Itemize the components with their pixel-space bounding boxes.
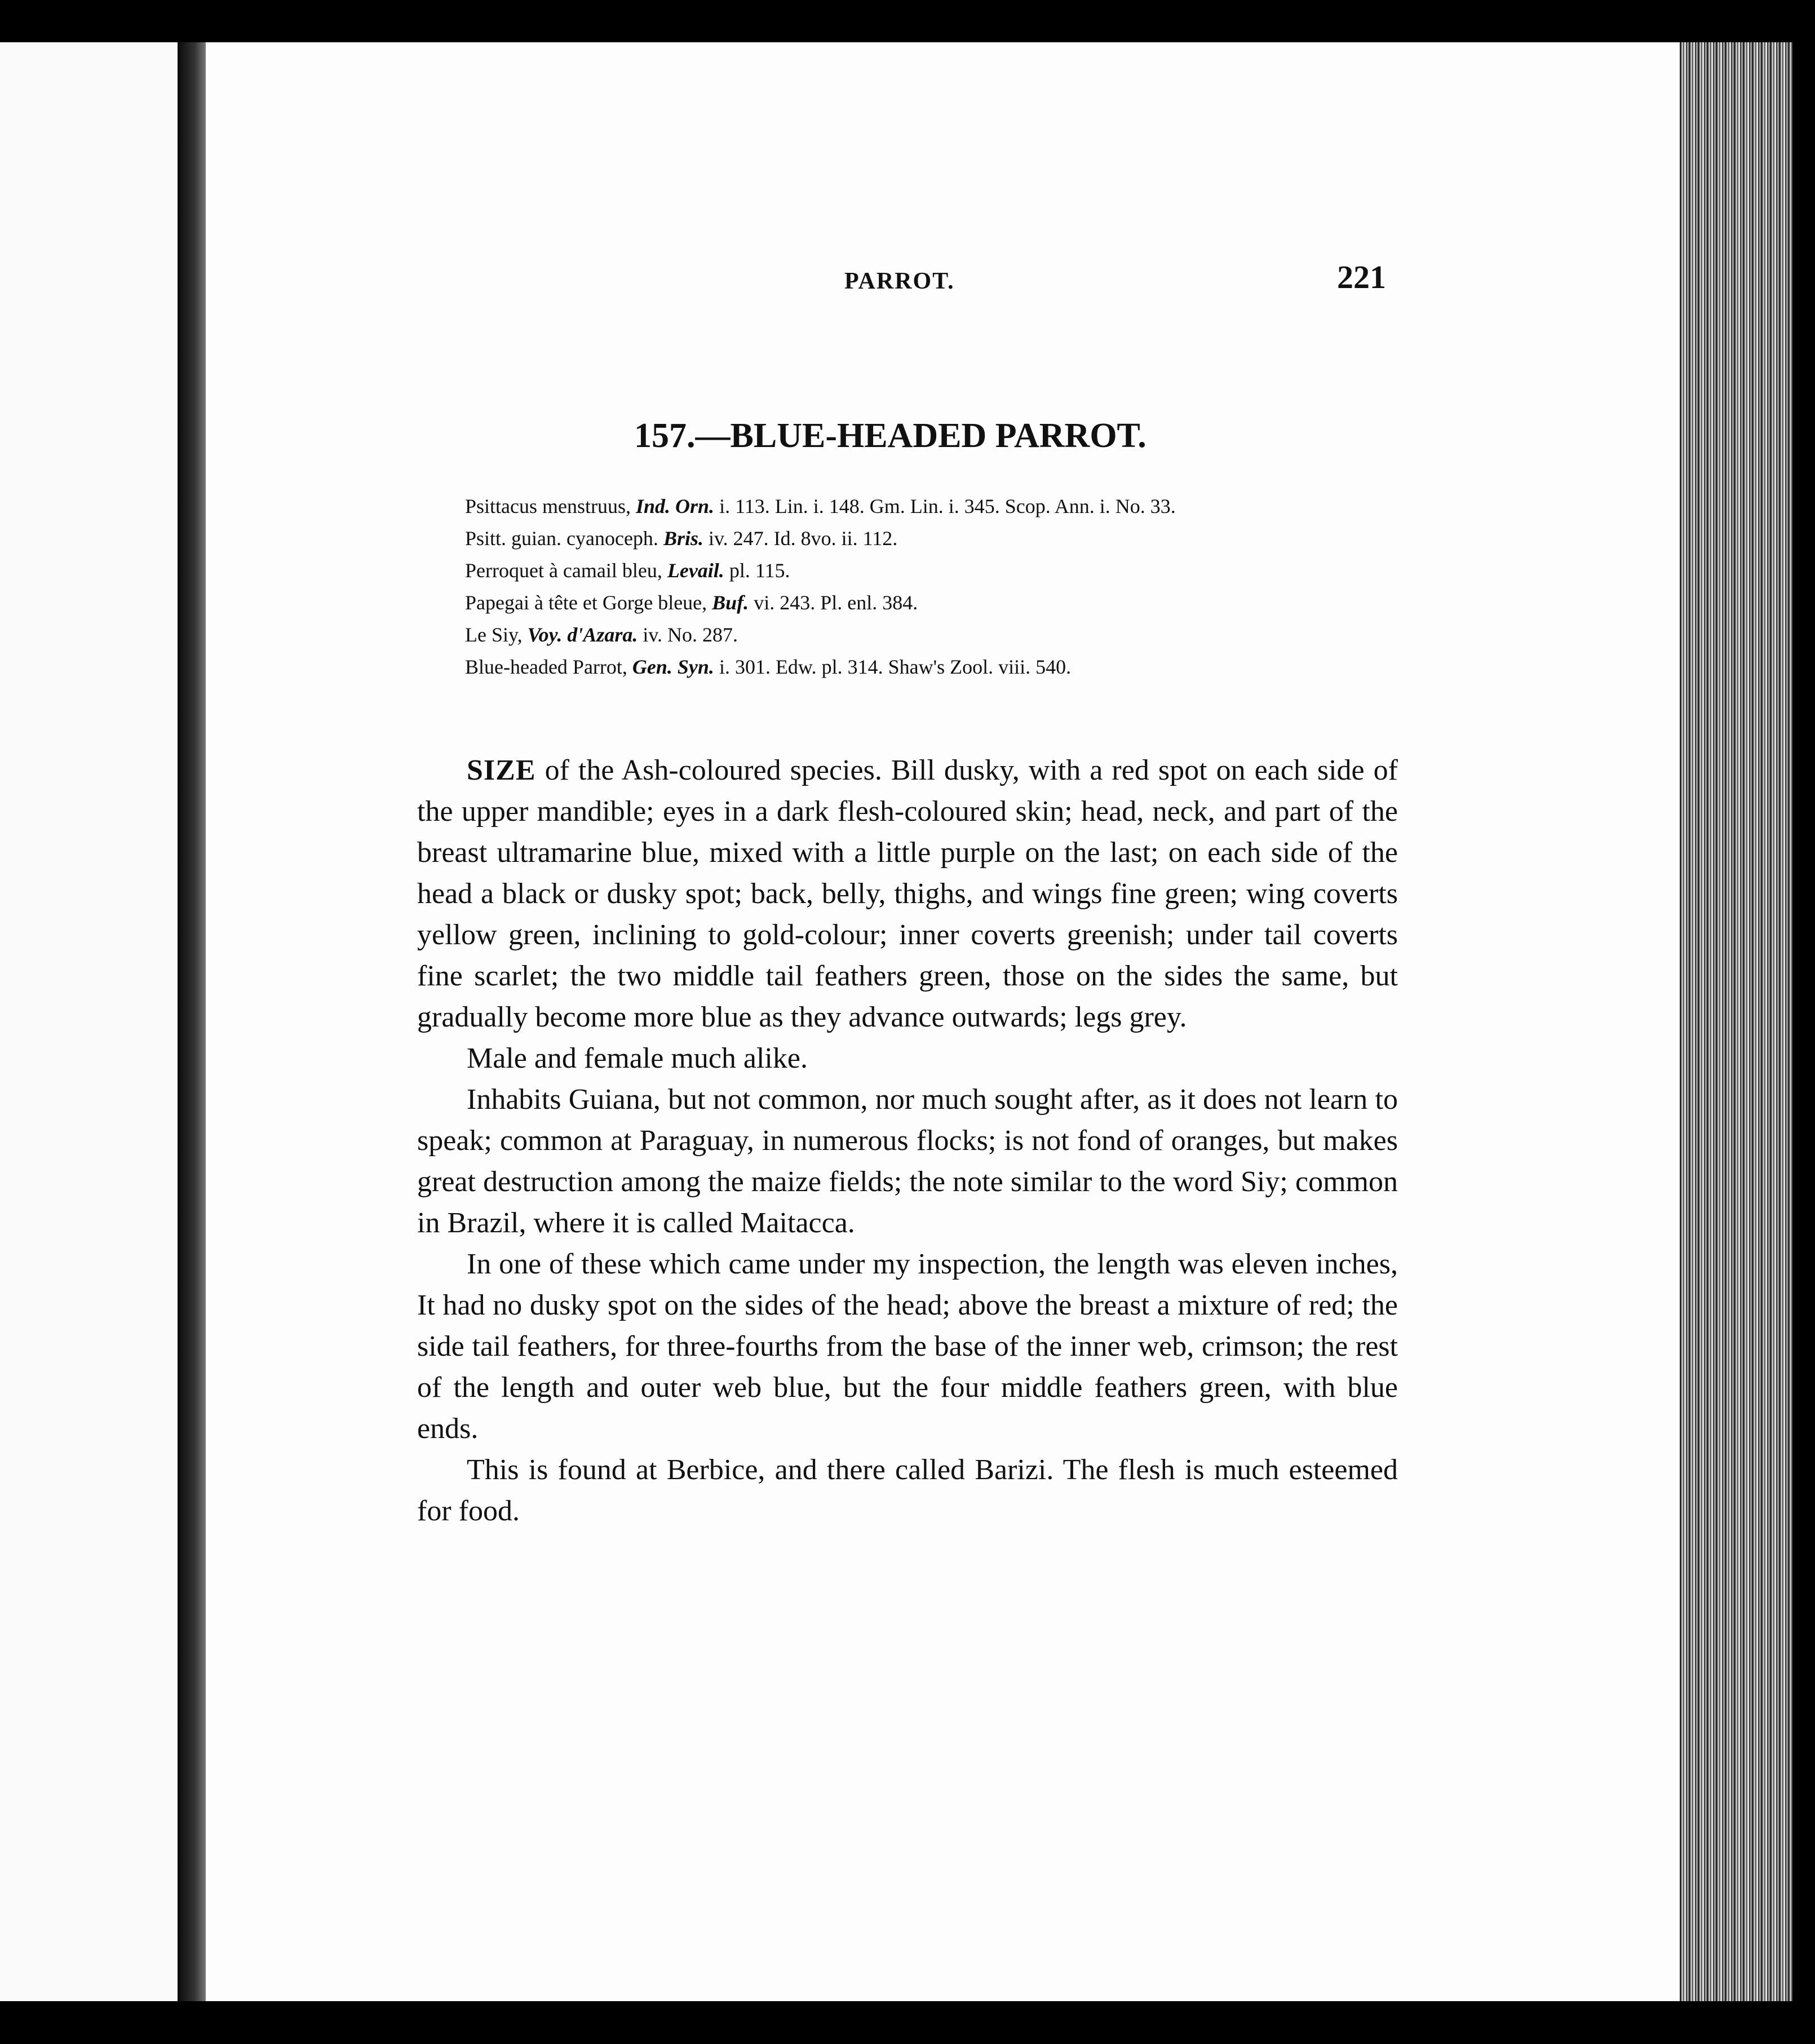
- running-head: PARROT.: [844, 268, 955, 294]
- synonym-citation: iv. No. 287.: [638, 623, 738, 646]
- synonym-citation: vi. 243. Pl. enl. 384.: [749, 591, 918, 614]
- synonym-name: Psittacus menstruus,: [465, 495, 636, 517]
- synonym-line: [465, 555, 1311, 587]
- paragraph-text: Inhabits Guiana, but not common, nor much sought after, as it does not learn to speak; common at Paraguay, in numerous flocks; is not fond of oranges, but makes great destruction among the maize fields; the note similar to the word Siy; common in Brazil, where it is called Maitacca.: [417, 1083, 1398, 1239]
- synonym-line: [465, 587, 1311, 619]
- paragraph-lead-word: SIZE: [467, 754, 536, 786]
- synonym-citation: iv. 247. Id. 8vo. ii. 112.: [703, 527, 898, 550]
- synonym-name: Papegai à tête et Gorge bleue,: [465, 591, 712, 614]
- synonym-name: Blue-headed Parrot,: [465, 656, 632, 678]
- body-paragraph: [417, 1038, 1398, 1079]
- synonym-name: Psitt. guian. cyanoceph.: [465, 527, 663, 550]
- entry-title: 157.—BLUE-HEADED PARROT.: [634, 417, 1146, 455]
- paragraph-text: This is found at Berbice, and there called Barizi. The flesh is much esteemed for food.: [417, 1454, 1398, 1527]
- synonym-line: [465, 490, 1311, 523]
- synonym-name: Perroquet à camail bleu,: [465, 559, 667, 582]
- page-edges: [1680, 42, 1792, 2001]
- synonym-citation: i. 301. Edw. pl. 314. Shaw's Zool. viii. 540.: [714, 656, 1072, 678]
- synonym-list: [465, 490, 1311, 683]
- body-paragraph: [417, 1244, 1398, 1449]
- left-page-edge: [0, 42, 178, 2001]
- entry-body: [417, 750, 1398, 1532]
- synonym-name: Le Siy,: [465, 623, 528, 646]
- synonym-citation: pl. 115.: [724, 559, 790, 582]
- synonym-line: [465, 651, 1311, 683]
- body-paragraph: [417, 750, 1398, 1038]
- synonym-line: [465, 619, 1311, 651]
- paragraph-text: of the Ash-coloured species. Bill dusky, with a red spot on each side of the upper mandible; eyes in a dark flesh-coloured skin; head, neck, and part of the breast ultramarine blue, mixed with a little purple on the last; on each side of the head a black or dusky spot; back, belly, thighs, and wings fine green; wing coverts yellow green, inclining to gold-colour; inner coverts greenish; under tail coverts fine scarlet; the two middle tail feathers green, those on the sides the same, but gradually become more blue as they advance outwards; legs grey.: [417, 754, 1398, 1033]
- body-paragraph: [417, 1449, 1398, 1532]
- book-gutter: [178, 42, 206, 2001]
- synonym-line: [465, 523, 1311, 555]
- synonym-reference: Gen. Syn.: [632, 656, 714, 678]
- body-paragraph: [417, 1079, 1398, 1244]
- synonym-reference: Ind. Orn.: [636, 495, 715, 517]
- synonym-reference: Voy. d'Azara.: [527, 623, 638, 646]
- paragraph-text: Male and female much alike.: [467, 1042, 808, 1074]
- synonym-reference: Buf.: [712, 591, 749, 614]
- synonym-citation: i. 113. Lin. i. 148. Gm. Lin. i. 345. Scop. Ann. i. No. 33.: [714, 495, 1176, 517]
- synonym-reference: Levail.: [667, 559, 724, 582]
- synonym-reference: Bris.: [663, 527, 703, 550]
- page-number: 221: [1337, 259, 1386, 295]
- paragraph-text: In one of these which came under my inspection, the length was eleven inches, It had no dusky spot on the sides of the head; above the breast a mixture of red; the side tail feathers, for three-fourths from the base of the inner web, crimson; the rest of the length and outer web blue, but the four middle feathers green, with blue ends.: [417, 1248, 1398, 1445]
